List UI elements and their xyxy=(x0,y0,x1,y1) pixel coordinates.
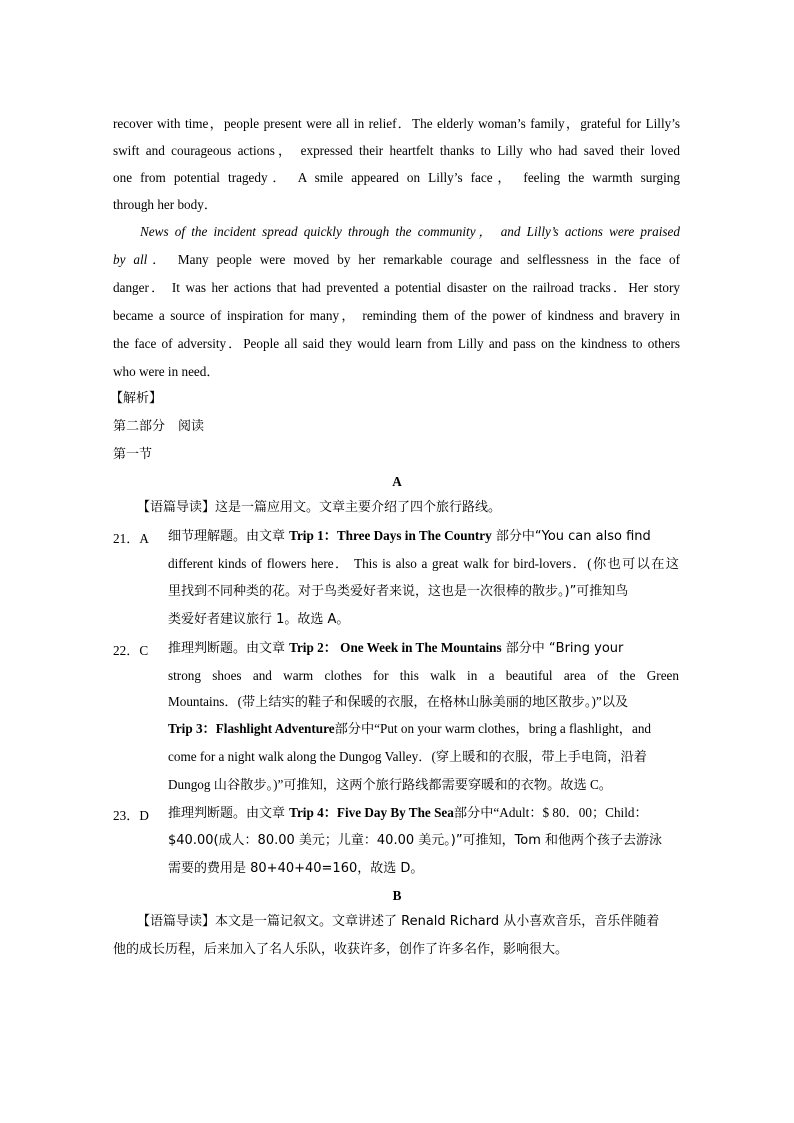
passage-intro: 他的成长历程，后来加入了名人乐队，收获许多，创作了许多名作，影响很大。 xyxy=(113,942,569,957)
italic-sentence-tail: by all． xyxy=(113,252,170,267)
answer-text: 部分中 “Bring your xyxy=(501,641,624,656)
answer-text-line: 需要的费用是 80+40+40=160，故选 D。 xyxy=(168,861,424,876)
answer-text: 推理判断题。由文章 xyxy=(168,806,290,821)
section-label-a: A xyxy=(392,474,402,489)
body-text-line: recover with time，people present were all in relief．The elderly woman’s family，grateful for Lilly’s xyxy=(113,116,680,131)
body-text-line: the face of adversity．People all said they would learn from Lilly and pass on the kindness to others xyxy=(113,336,680,351)
passage-intro: 【语篇导读】本文是一篇记叙文。文章讲述了 Renald Richard 从小喜欢音乐，音乐伴随着 xyxy=(137,914,660,929)
article-section-title: Trip 4：Five Day By The Sea xyxy=(289,805,454,820)
body-text: Many people were moved by her remarkable courage and selflessness in the face of xyxy=(169,252,680,267)
question-number: 23．D xyxy=(113,808,149,823)
passage-intro: 【语篇导读】这是一篇应用文。文章主要介绍了四个旅行路线。 xyxy=(137,500,502,515)
body-text-line: became a source of inspiration for many， reminding them of the power of kindness and bravery in xyxy=(113,308,680,323)
answer-text: 推理判断题。由文章 xyxy=(168,641,290,656)
part-heading: 第二部分 阅读 xyxy=(113,419,205,434)
body-text-line xyxy=(113,252,680,268)
answer-text-line: $40.00(成人：80.00 美元；儿童：40.00 美元。)”可推知，Tom 和他两个孩子去游泳 xyxy=(168,833,663,848)
article-section-title: Trip 3：Flashlight Adventure xyxy=(168,721,335,736)
answer-text: 部分中“Put on your warm clothes，bring a flashlight，and xyxy=(334,721,652,736)
italic-sentence: News of the incident spread quickly through the community， and Lilly’s actions were praised xyxy=(140,224,680,239)
question-number: 21．A xyxy=(113,531,149,546)
answer-text: 部分中“You can also find xyxy=(491,529,651,544)
body-text-line: through her body． xyxy=(113,197,218,212)
article-section-title: Trip 1：Three Days in The Country xyxy=(289,528,492,543)
answer-text-line: 类爱好者建议旅行 1。故选 A。 xyxy=(168,612,350,627)
answer-text-line: Dungog 山谷散步。)”可推知，这两个旅行路线都需要穿暖和的衣物。故选 C。 xyxy=(168,777,612,792)
answer-text: 部分中“Adult：$ 80．00；Child： xyxy=(453,805,648,820)
body-text-line: who were in need． xyxy=(113,364,220,379)
section-label-b: B xyxy=(392,888,402,903)
section-heading: 第一节 xyxy=(113,447,153,462)
answer-text-line: strong shoes and warm clothes for this walk in a beautiful area of the Green xyxy=(168,668,679,683)
question-number: 22．C xyxy=(113,643,149,658)
answer-text-line: 里找到不同种类的花。对于鸟类爱好者来说，这也是一次很棒的散步。)”可推知鸟 xyxy=(168,584,629,599)
answer-text-line xyxy=(168,640,623,657)
answer-text-line: come for a night walk along the Dungog Valley．(穿上暖和的衣服，带上手电筒，沿着 xyxy=(168,749,647,764)
article-section-title: Trip 2： One Week in The Mountains xyxy=(289,640,502,655)
answer-text: 细节理解题。由文章 xyxy=(168,529,290,544)
answer-text-line: Mountains．(带上结实的鞋子和保暖的衣服，在格林山脉美丽的地区散步。)”以及 xyxy=(168,694,629,709)
body-text-line: one from potential tragedy． A smile appeared on Lilly’s face， feeling the warmth surging xyxy=(113,170,680,185)
analysis-heading: 【解析】 xyxy=(110,391,163,406)
answer-text-line xyxy=(168,528,651,545)
answer-text-line xyxy=(168,721,651,737)
body-text-line: swift and courageous actions， expressed their heartfelt thanks to Lilly who had saved their loved xyxy=(113,143,680,158)
body-text-line: danger． It was her actions that had prevented a potential disaster on the railroad tracks．Her story xyxy=(113,280,680,295)
answer-text-line xyxy=(168,805,648,822)
answer-text-line: different kinds of flowers here． This is also a great walk for bird-lovers．(你也可以在这 xyxy=(168,556,679,571)
